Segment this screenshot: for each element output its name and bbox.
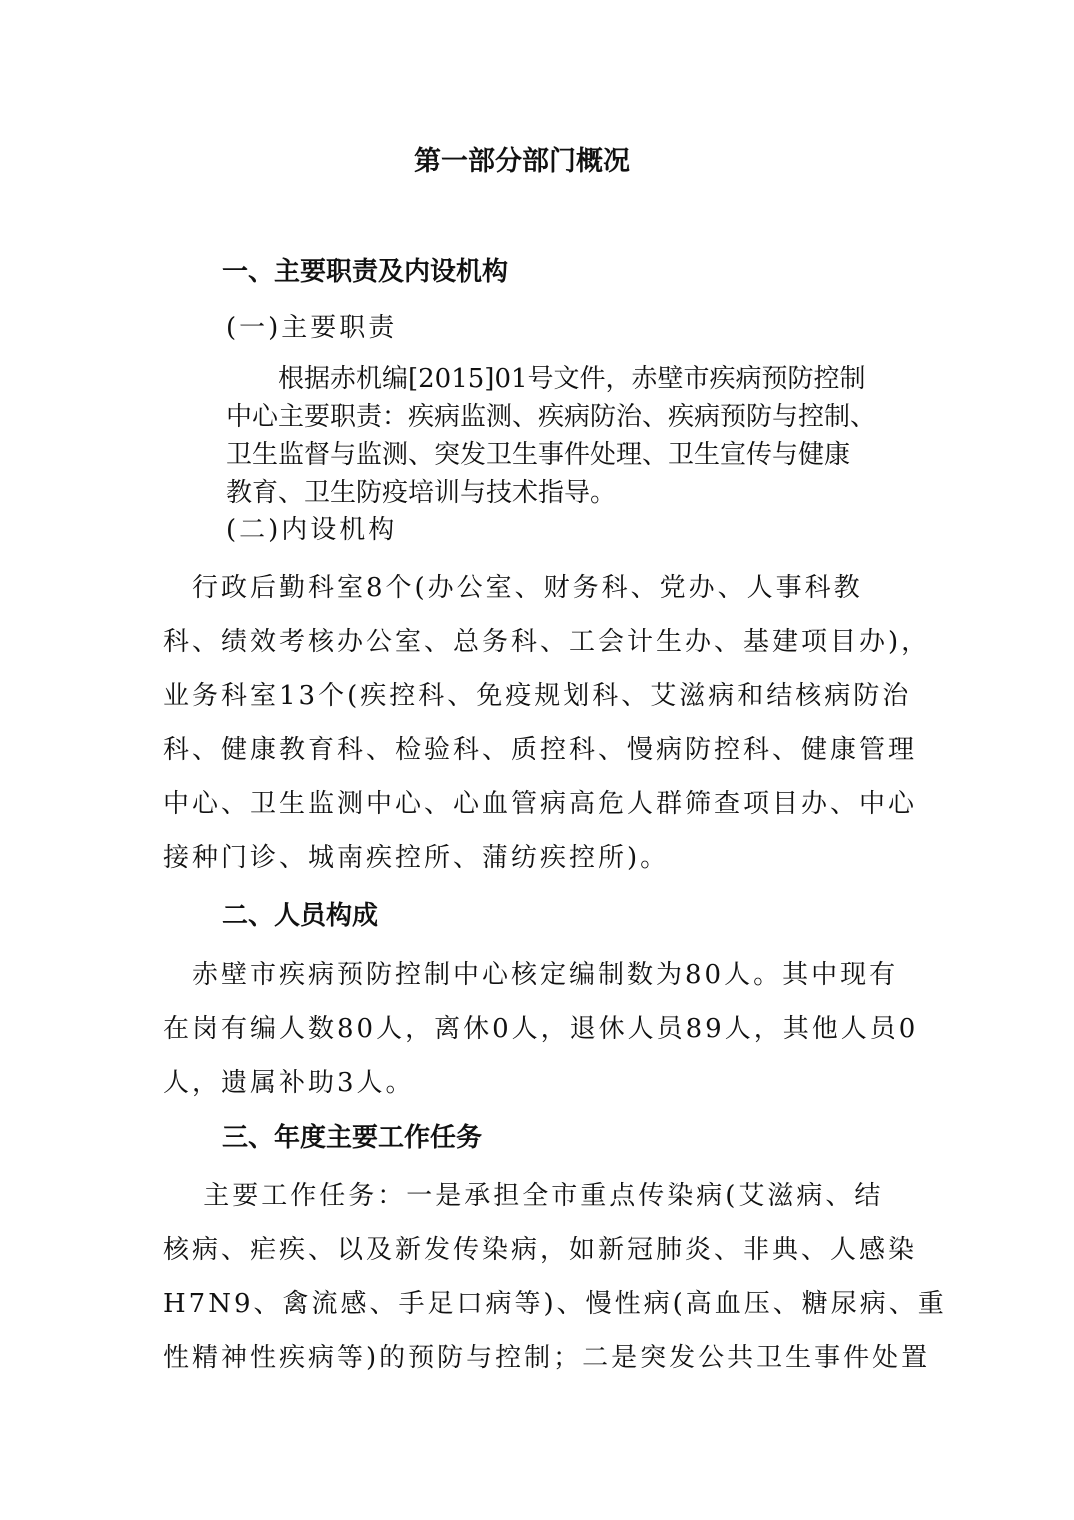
paragraph-line: 核病、疟疾、以及新发传染病，如新冠肺炎、非典、人感染 bbox=[163, 1235, 918, 1265]
paragraph-staff bbox=[163, 948, 923, 1110]
paragraph-line: 业务科室13个(疾控科、免疫规划科、艾滋病和结核病防治 bbox=[163, 681, 912, 711]
page-title: 第一部分部门概况 bbox=[414, 146, 630, 177]
paragraph-line: 人，遗属补助3人。 bbox=[163, 1068, 415, 1098]
section-heading-staff: 二、人员构成 bbox=[222, 901, 379, 931]
paragraph-line: 赤壁市疾病预防控制中心核定编制数为80人。其中现有 bbox=[163, 960, 899, 990]
section-heading-responsibilities: 一、主要职责及内设机构 bbox=[222, 257, 509, 287]
paragraph-line: 接种门诊、城南疾控所、蒲纺疾控所)。 bbox=[163, 843, 670, 873]
paragraph-internal-units bbox=[163, 561, 931, 885]
paragraph-line: 行政后勤科室8个(办公室、财务科、党办、人事科教 bbox=[163, 573, 863, 603]
paragraph-line: 根据赤机编[2015]01号文件，赤壁市疾病预防控制 bbox=[226, 364, 866, 394]
paragraph-line: 科、健康教育科、检验科、质控科、慢病防控科、健康管理 bbox=[163, 735, 918, 765]
paragraph-line: 主要工作任务：一是承担全市重点传染病(艾滋病、结 bbox=[163, 1181, 884, 1211]
subsection-label-internal-units: (二)内设机构 bbox=[226, 515, 398, 545]
paragraph-line: 性精神性疾病等)的预防与控制；二是突发公共卫生事件处置 bbox=[163, 1343, 931, 1373]
paragraph-line: 中心主要职责：疾病监测、疾病防治、疾病预防与控制、 bbox=[226, 402, 877, 432]
paragraph-annual-tasks bbox=[163, 1169, 947, 1385]
paragraph-line: 卫生监督与监测、突发卫生事件处理、卫生宣传与健康 bbox=[226, 440, 851, 470]
paragraph-line: 在岗有编人数80人，离休0人，退休人员89人，其他人员0 bbox=[163, 1014, 919, 1044]
paragraph-line: 教育、卫生防疫培训与技术指导。 bbox=[226, 478, 617, 508]
paragraph-line: 中心、卫生监测中心、心血管病高危人群筛查项目办、中心 bbox=[163, 789, 918, 819]
paragraph-line: 科、绩效考核办公室、总务科、工会计生办、基建项目办)， bbox=[163, 627, 931, 657]
paragraph-main-duties bbox=[226, 360, 926, 512]
subsection-label-main-duties: (一)主要职责 bbox=[226, 313, 398, 343]
paragraph-line: H7N9、禽流感、手足口病等)、慢性病(高血压、糖尿病、重 bbox=[163, 1289, 947, 1319]
section-heading-annual-tasks: 三、年度主要工作任务 bbox=[222, 1123, 483, 1153]
